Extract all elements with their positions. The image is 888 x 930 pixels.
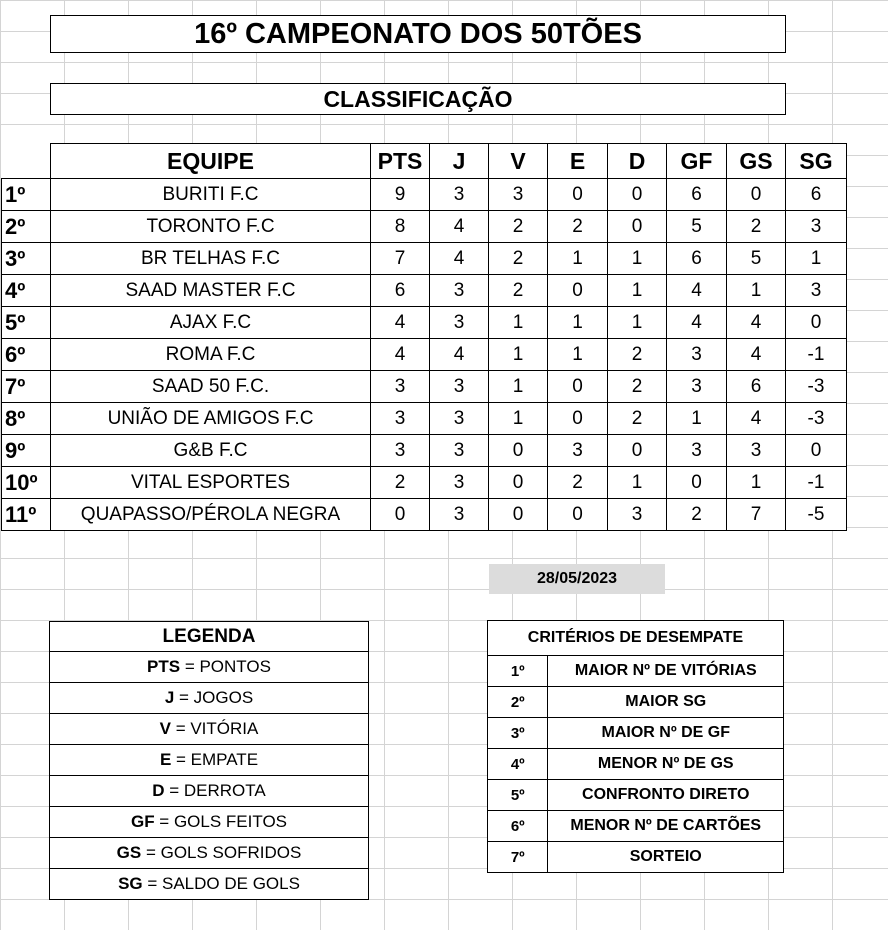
header-pts: PTS	[371, 144, 430, 179]
stat-cell: 2	[548, 211, 608, 243]
stat-cell: 0	[608, 211, 667, 243]
stat-cell: 2	[727, 211, 786, 243]
legend-abbreviation: J	[164, 688, 175, 707]
criteria-text: MAIOR Nº DE GF	[548, 718, 784, 749]
stat-cell: 3	[371, 371, 430, 403]
stat-cell: 2	[608, 339, 667, 371]
criteria-number: 7º	[488, 842, 548, 873]
stat-cell: 7	[371, 243, 430, 275]
stat-cell: 3	[430, 467, 489, 499]
stat-cell: 1	[786, 243, 847, 275]
stat-cell: 1	[548, 243, 608, 275]
stat-cell: 6	[667, 243, 727, 275]
stat-cell: 3	[727, 435, 786, 467]
position-cell: 9º	[2, 435, 51, 467]
table-row	[2, 499, 847, 531]
table-row	[2, 467, 847, 499]
stat-cell: 0	[548, 179, 608, 211]
legend-abbreviation: E	[159, 750, 172, 769]
stat-cell: 3	[371, 403, 430, 435]
stat-cell: 0	[371, 499, 430, 531]
header-gs: GS	[727, 144, 786, 179]
section-title: CLASSIFICAÇÃO	[50, 83, 786, 115]
stat-cell: 2	[608, 371, 667, 403]
stat-cell: 4	[667, 275, 727, 307]
team-name-cell: TORONTO F.C	[51, 211, 371, 243]
stat-cell: 4	[727, 339, 786, 371]
stat-cell: 0	[548, 275, 608, 307]
legend-description: = VITÓRIA	[170, 719, 259, 738]
legend-abbreviation: SG	[118, 874, 143, 893]
criteria-number: 5º	[488, 780, 548, 811]
legend-row	[50, 807, 369, 838]
stat-cell: 4	[371, 307, 430, 339]
stat-cell: 1	[489, 403, 548, 435]
legend-description: = SALDO DE GOLS	[142, 874, 300, 893]
stat-cell: 2	[608, 403, 667, 435]
legend-row	[50, 652, 369, 683]
legend-item	[50, 714, 369, 745]
criteria-number: 6º	[488, 811, 548, 842]
stat-cell: 8	[371, 211, 430, 243]
stat-cell: -1	[786, 339, 847, 371]
stat-cell: 0	[608, 179, 667, 211]
legend-abbreviation: D	[152, 781, 165, 800]
criteria-row	[488, 687, 784, 718]
team-name-cell: QUAPASSO/PÉROLA NEGRA	[51, 499, 371, 531]
criteria-text: CONFRONTO DIRETO	[548, 780, 784, 811]
legend-description: = GOLS SOFRIDOS	[141, 843, 302, 862]
stat-cell: 5	[727, 243, 786, 275]
stat-cell: 0	[608, 435, 667, 467]
criteria-row	[488, 718, 784, 749]
tiebreak-criteria-table	[487, 620, 784, 873]
criteria-title: CRITÉRIOS DE DESEMPATE	[488, 621, 784, 656]
header-sg: SG	[786, 144, 847, 179]
legend-description: = DERROTA	[164, 781, 266, 800]
stat-cell: 1	[727, 467, 786, 499]
team-name-cell: SAAD 50 F.C.	[51, 371, 371, 403]
stat-cell: 6	[667, 179, 727, 211]
position-cell: 10º	[2, 467, 51, 499]
stat-cell: 1	[608, 243, 667, 275]
stat-cell: 3	[430, 499, 489, 531]
stat-cell: 3	[667, 339, 727, 371]
position-cell: 11º	[2, 499, 51, 531]
stat-cell: 0	[548, 499, 608, 531]
legend-description: = GOLS FEITOS	[154, 812, 288, 831]
stat-cell: 4	[727, 403, 786, 435]
criteria-text: MENOR Nº DE GS	[548, 749, 784, 780]
header-v: V	[489, 144, 548, 179]
stat-cell: 3	[430, 435, 489, 467]
stat-cell: -3	[786, 371, 847, 403]
criteria-row	[488, 749, 784, 780]
stat-cell: 1	[727, 275, 786, 307]
stat-cell: 1	[608, 467, 667, 499]
stat-cell: 0	[489, 435, 548, 467]
stat-cell: 4	[430, 339, 489, 371]
legend-abbreviation: GF	[130, 812, 155, 831]
legend-item	[50, 683, 369, 714]
legend-row	[50, 745, 369, 776]
legend-item	[50, 776, 369, 807]
criteria-number: 2º	[488, 687, 548, 718]
legend-description: = JOGOS	[174, 688, 254, 707]
legend-item	[50, 807, 369, 838]
stat-cell: -1	[786, 467, 847, 499]
table-row	[2, 275, 847, 307]
stat-cell: 0	[489, 499, 548, 531]
header-equipe: EQUIPE	[51, 144, 371, 179]
legend-item	[50, 838, 369, 869]
stat-cell: -5	[786, 499, 847, 531]
legend-item	[50, 652, 369, 683]
stat-cell: 2	[548, 467, 608, 499]
stat-cell: 1	[489, 371, 548, 403]
table-row	[2, 307, 847, 339]
stat-cell: 1	[548, 307, 608, 339]
position-cell: 4º	[2, 275, 51, 307]
team-name-cell: ROMA F.C	[51, 339, 371, 371]
table-row	[2, 243, 847, 275]
stat-cell: 0	[727, 179, 786, 211]
date-label: 28/05/2023	[489, 564, 665, 594]
stat-cell: 4	[667, 307, 727, 339]
stat-cell: 0	[786, 307, 847, 339]
criteria-text: MENOR Nº DE CARTÕES	[548, 811, 784, 842]
stat-cell: 3	[667, 371, 727, 403]
team-name-cell: BR TELHAS F.C	[51, 243, 371, 275]
stat-cell: 3	[548, 435, 608, 467]
stat-cell: 4	[430, 211, 489, 243]
stat-cell: 3	[489, 179, 548, 211]
stat-cell: 1	[489, 307, 548, 339]
stat-cell: 3	[430, 275, 489, 307]
team-name-cell: BURITI F.C	[51, 179, 371, 211]
criteria-number: 1º	[488, 656, 548, 687]
team-name-cell: VITAL ESPORTES	[51, 467, 371, 499]
standings-table	[1, 143, 847, 531]
stat-cell: 4	[430, 243, 489, 275]
position-cell: 5º	[2, 307, 51, 339]
legend-abbreviation: V	[159, 719, 171, 738]
criteria-row	[488, 656, 784, 687]
position-cell: 7º	[2, 371, 51, 403]
position-cell: 2º	[2, 211, 51, 243]
legend-table	[49, 621, 369, 900]
legend-abbreviation: GS	[116, 843, 142, 862]
legend-abbreviation: PTS	[147, 657, 181, 676]
legend-item	[50, 745, 369, 776]
header-d: D	[608, 144, 667, 179]
stat-cell: 0	[786, 435, 847, 467]
stat-cell: 4	[371, 339, 430, 371]
stat-cell: 3	[430, 371, 489, 403]
criteria-number: 3º	[488, 718, 548, 749]
stat-cell: 6	[371, 275, 430, 307]
table-row	[2, 211, 847, 243]
stat-cell: 3	[608, 499, 667, 531]
legend-row	[50, 683, 369, 714]
position-cell: 1º	[2, 179, 51, 211]
stat-cell: 2	[489, 275, 548, 307]
team-name-cell: SAAD MASTER F.C	[51, 275, 371, 307]
legend-title: LEGENDA	[50, 622, 369, 652]
stat-cell: 3	[430, 403, 489, 435]
team-name-cell: G&B F.C	[51, 435, 371, 467]
position-cell: 8º	[2, 403, 51, 435]
criteria-row	[488, 780, 784, 811]
criteria-text: SORTEIO	[548, 842, 784, 873]
header-j: J	[430, 144, 489, 179]
criteria-row	[488, 811, 784, 842]
table-row	[2, 179, 847, 211]
standings-header-row	[2, 144, 847, 179]
stat-cell: 0	[548, 403, 608, 435]
team-name-cell: AJAX F.C	[51, 307, 371, 339]
criteria-text: MAIOR Nº DE VITÓRIAS	[548, 656, 784, 687]
stat-cell: 2	[489, 243, 548, 275]
position-cell: 3º	[2, 243, 51, 275]
stat-cell: 0	[548, 371, 608, 403]
position-cell: 6º	[2, 339, 51, 371]
team-name-cell: UNIÃO DE AMIGOS F.C	[51, 403, 371, 435]
stat-cell: 4	[727, 307, 786, 339]
stat-cell: 6	[727, 371, 786, 403]
legend-description: = PONTOS	[180, 657, 271, 676]
table-row	[2, 339, 847, 371]
stat-cell: 1	[548, 339, 608, 371]
stat-cell: 3	[786, 211, 847, 243]
table-row	[2, 435, 847, 467]
stat-cell: -3	[786, 403, 847, 435]
criteria-text: MAIOR SG	[548, 687, 784, 718]
stat-cell: 2	[667, 499, 727, 531]
page-title: 16º CAMPEONATO DOS 50TÕES	[50, 15, 786, 53]
criteria-row	[488, 842, 784, 873]
stat-cell: 3	[430, 179, 489, 211]
header-position-cell	[2, 144, 51, 179]
stat-cell: 2	[371, 467, 430, 499]
legend-row	[50, 869, 369, 900]
legend-row	[50, 714, 369, 745]
stat-cell: 6	[786, 179, 847, 211]
stat-cell: 1	[489, 339, 548, 371]
criteria-number: 4º	[488, 749, 548, 780]
stat-cell: 3	[371, 435, 430, 467]
stat-cell: 3	[786, 275, 847, 307]
stat-cell: 7	[727, 499, 786, 531]
stat-cell: 3	[430, 307, 489, 339]
stat-cell: 1	[667, 403, 727, 435]
table-row	[2, 371, 847, 403]
stat-cell: 1	[608, 275, 667, 307]
stat-cell: 3	[667, 435, 727, 467]
header-gf: GF	[667, 144, 727, 179]
legend-row	[50, 776, 369, 807]
stat-cell: 5	[667, 211, 727, 243]
stat-cell: 9	[371, 179, 430, 211]
stat-cell: 2	[489, 211, 548, 243]
table-row	[2, 403, 847, 435]
legend-description: = EMPATE	[171, 750, 259, 769]
header-e: E	[548, 144, 608, 179]
legend-row	[50, 838, 369, 869]
legend-item	[50, 869, 369, 900]
stat-cell: 0	[489, 467, 548, 499]
stat-cell: 0	[667, 467, 727, 499]
stat-cell: 1	[608, 307, 667, 339]
